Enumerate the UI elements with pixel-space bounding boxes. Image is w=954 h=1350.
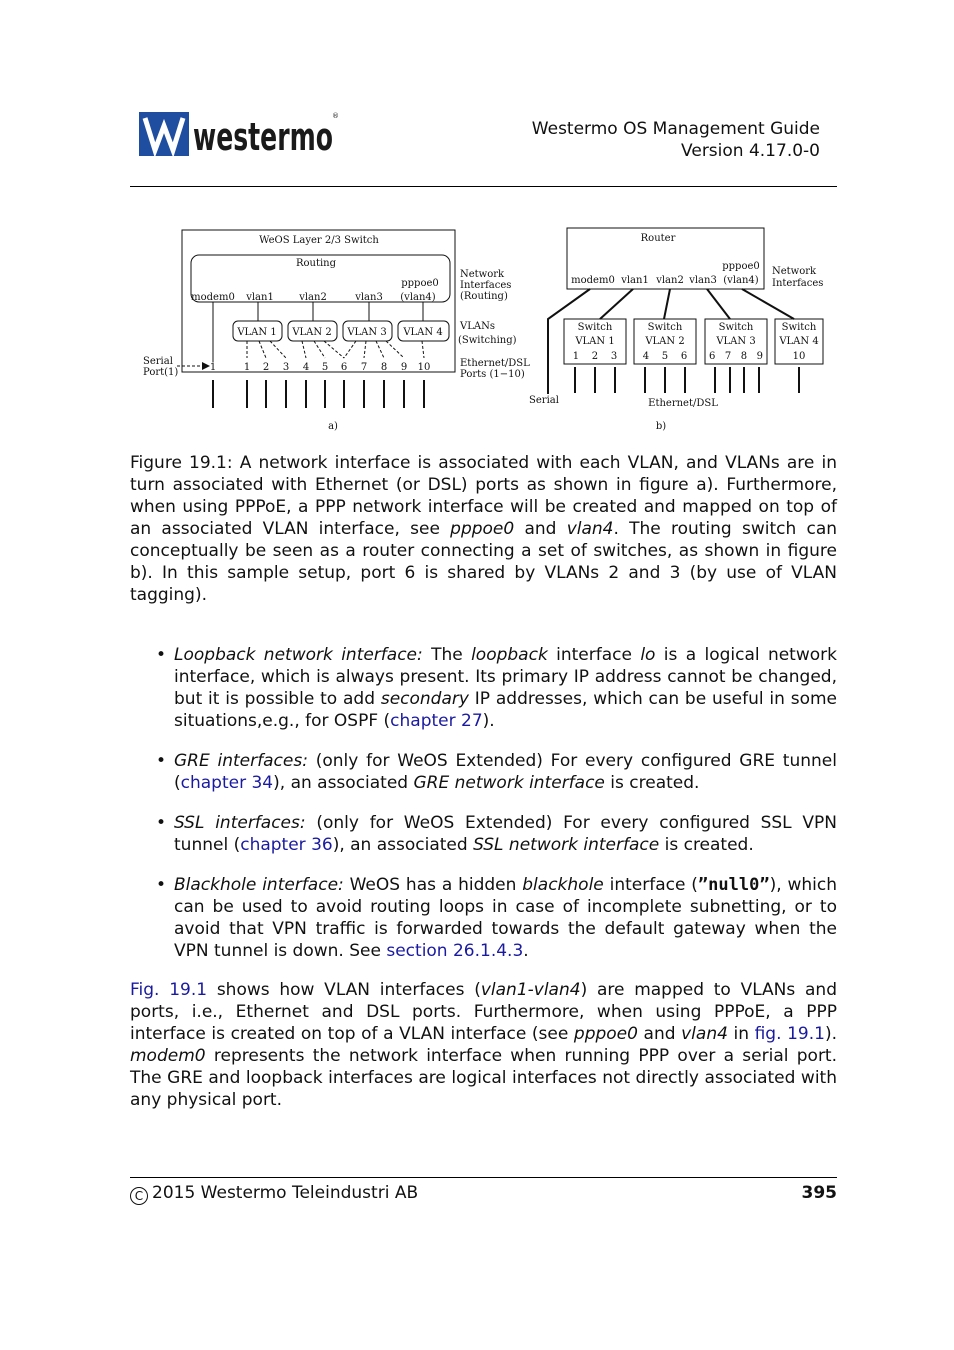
svg-text:Serial: Serial bbox=[529, 395, 559, 406]
svg-text:2: 2 bbox=[262, 362, 270, 373]
westermo-logo bbox=[139, 110, 339, 158]
svg-text:Switch: Switch bbox=[577, 322, 613, 333]
svg-text:vlan1: vlan1 bbox=[246, 292, 274, 303]
svg-text:7: 7 bbox=[360, 362, 368, 373]
list-item-blackhole: • Blackhole interface: WeOS has a hidden blackhole interface (”null0”), which can be used to avoid routing loops in case of incomplete subnetting, or to avoid that VPN traffic is forwarded towards the default gateway when the VPN tunnel is down. See section 26.1.4.3. bbox=[156, 875, 837, 961]
svg-text:Ethernet/DSL: Ethernet/DSL bbox=[648, 398, 718, 409]
fig-a-routing: Routing bbox=[295, 258, 337, 269]
svg-text:(Routing): (Routing) bbox=[460, 291, 508, 302]
link-section-26-1-4-3[interactable]: section 26.1.4.3 bbox=[386, 941, 524, 961]
fig-a-label: a) bbox=[328, 421, 338, 432]
footer-copyright: C 2015 Westermo Teleindustri AB bbox=[130, 1182, 418, 1205]
link-chapter-34[interactable]: chapter 34 bbox=[180, 773, 274, 793]
doc-title: Westermo OS Management Guide bbox=[531, 119, 820, 139]
svg-text:1: 1 bbox=[209, 362, 217, 373]
svg-text:8: 8 bbox=[380, 362, 388, 373]
svg-text:Switch: Switch bbox=[718, 322, 754, 333]
body-paragraph: Fig. 19.1 shows how VLAN interfaces (vlan1-vlan4) are mapped to VLANs and ports, i.e., Ethernet and DSL ports. Furthermore, when using PPPoE, a PPP interface is created on top of a VLAN interface (see pppoe0 and vlan4 in fig. 19.1). modem0 represents the network interface when running PPP over a serial port. The GRE and loopback interfaces are logical interfaces not directly associated with any physical port. bbox=[130, 980, 837, 1110]
link-fig-19-1-inline[interactable]: fig. 19.1 bbox=[754, 1024, 825, 1044]
svg-text:4: 4 bbox=[302, 362, 310, 373]
svg-text:1 2 3: 1 2 3 bbox=[572, 351, 618, 362]
fig-b-label: b) bbox=[655, 421, 667, 432]
svg-text:vlan1: vlan1 bbox=[621, 275, 649, 286]
fig-b-switch-vlan4: VLAN 4 bbox=[779, 336, 819, 347]
svg-text:vlan3: vlan3 bbox=[355, 292, 383, 303]
svg-text:Network: Network bbox=[460, 269, 505, 280]
svg-text:pppoe0: pppoe0 bbox=[401, 278, 439, 289]
svg-text:Ports (1−10): Ports (1−10) bbox=[460, 369, 525, 380]
footer-divider bbox=[130, 1177, 837, 1178]
doc-version: Version 4.17.0-0 bbox=[681, 141, 820, 161]
svg-text:Ethernet/DSL: Ethernet/DSL bbox=[460, 358, 530, 369]
logo-text: westermo bbox=[193, 115, 333, 158]
svg-text:vlan2: vlan2 bbox=[299, 292, 327, 303]
svg-text:Port(1): Port(1) bbox=[143, 367, 179, 378]
fig-a-vlan2: VLAN 2 bbox=[292, 327, 332, 338]
svg-text:10: 10 bbox=[792, 351, 806, 362]
svg-text:(vlan4): (vlan4) bbox=[400, 292, 436, 303]
link-fig-19-1[interactable]: Fig. 19.1 bbox=[130, 980, 208, 1000]
svg-text:4 5 6: 4 5 6 bbox=[642, 351, 688, 362]
interface-list bbox=[130, 644, 837, 980]
svg-text:Interfaces: Interfaces bbox=[772, 278, 824, 289]
svg-text:®: ® bbox=[332, 112, 339, 120]
svg-text:vlan3: vlan3 bbox=[689, 275, 717, 286]
fig-b-switch-vlan3: VLAN 3 bbox=[716, 336, 756, 347]
svg-text:vlan2: vlan2 bbox=[656, 275, 684, 286]
svg-text:6: 6 bbox=[340, 362, 348, 373]
svg-text:modem0: modem0 bbox=[191, 292, 235, 303]
header-divider bbox=[130, 186, 837, 187]
svg-text:Switch: Switch bbox=[781, 322, 817, 333]
copyright-icon: C bbox=[130, 1187, 148, 1205]
svg-text:Network: Network bbox=[772, 266, 817, 277]
svg-text:6 7 8 9: 6 7 8 9 bbox=[708, 351, 764, 362]
fig-a-vlan4: VLAN 4 bbox=[403, 327, 443, 338]
svg-text:Switch: Switch bbox=[647, 322, 683, 333]
fig-a-vlan3: VLAN 3 bbox=[347, 327, 387, 338]
link-chapter-36[interactable]: chapter 36 bbox=[240, 835, 333, 855]
svg-text:1: 1 bbox=[243, 362, 251, 373]
figure-caption: Figure 19.1: A network interface is associated with each VLAN, and VLANs are in turn associated with Ethernet (or DSL) ports as shown in figure a). Furthermore, when using PPPoE, a PPP network interface will be created and mapped on top of an associated VLAN interface, see pppoe0 and vlan4. The routing switch can conceptually be seen as a router connecting a set of switches, as shown in figure b). In this sample setup, port 6 is shared by VLANs 2 and 3 (by use of VLAN tagging). bbox=[130, 453, 838, 605]
figure-19-1 bbox=[130, 222, 837, 437]
fig-b-switch-vlan1: VLAN 1 bbox=[575, 336, 615, 347]
list-item-ssl: • SSL interfaces: (only for WeOS Extended) For every configured SSL VPN tunnel (chapter 36), an associated SSL network interface is created. bbox=[156, 813, 837, 855]
fig-a-title: WeOS Layer 2/3 Switch bbox=[259, 235, 379, 246]
svg-text:pppoe0: pppoe0 bbox=[722, 261, 760, 272]
svg-text:VLANs: VLANs bbox=[460, 321, 495, 332]
document-header bbox=[532, 118, 820, 162]
svg-text:(vlan4): (vlan4) bbox=[723, 275, 759, 286]
fig-b-title: Router bbox=[640, 233, 676, 244]
svg-text:10: 10 bbox=[417, 362, 431, 373]
svg-text:modem0: modem0 bbox=[571, 275, 615, 286]
fig-b-switch-vlan2: VLAN 2 bbox=[645, 336, 685, 347]
list-item-loopback: • Loopback network interface: The loopback interface lo is a logical network interface, which is always present. Its primary IP address cannot be changed, but it is possible to add secondary IP addresses, which can be useful in some situations,e.g., for OSPF (chapter 27). bbox=[156, 645, 837, 731]
link-chapter-27[interactable]: chapter 27 bbox=[390, 711, 483, 731]
svg-text:9: 9 bbox=[400, 362, 408, 373]
svg-text:Interfaces: Interfaces bbox=[460, 280, 512, 291]
svg-text:(Switching): (Switching) bbox=[458, 335, 517, 346]
svg-text:Serial: Serial bbox=[143, 356, 173, 367]
fig-a-vlan1: VLAN 1 bbox=[237, 327, 277, 338]
list-item-gre: • GRE interfaces: (only for WeOS Extended) For every configured GRE tunnel (chapter 34), an associated GRE network interface is created. bbox=[156, 751, 837, 793]
svg-text:3: 3 bbox=[282, 362, 290, 373]
page-number: 395 bbox=[801, 1183, 837, 1203]
svg-text:5: 5 bbox=[321, 362, 329, 373]
